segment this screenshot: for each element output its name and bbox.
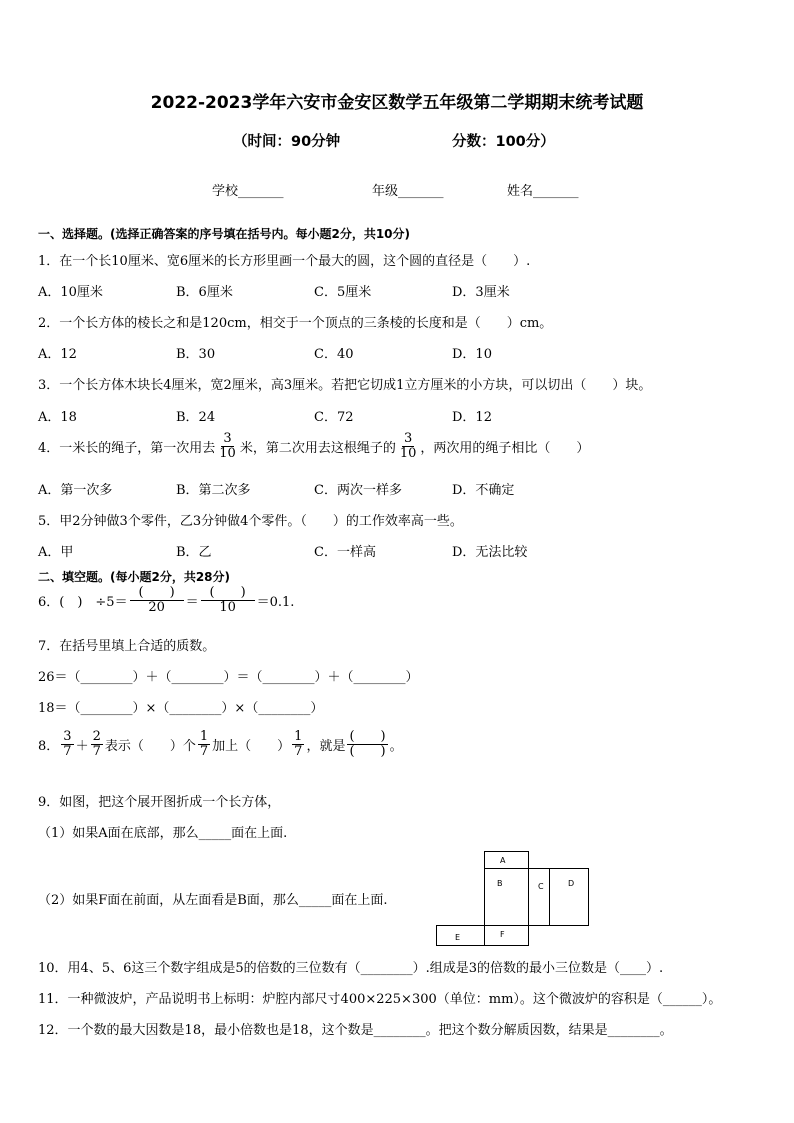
q4-stem — [38, 432, 589, 460]
q2-option-d: D．10 — [452, 347, 492, 362]
q5-stem: 5．甲2分钟做3个零件，乙3分钟做4个零件。（ ）的工作效率高一些。 — [38, 514, 463, 529]
net-face-e — [436, 925, 485, 946]
net-face-d — [549, 868, 589, 926]
denominator: 7 — [92, 743, 101, 759]
denominator: ( ) — [349, 743, 386, 759]
q6-stem — [38, 586, 294, 614]
q9-stem: 9．如图，把这个展开图折成一个长方体， — [38, 795, 281, 810]
denominator: 7 — [199, 743, 209, 759]
q4-text-2: 米，第二次用去这根绳子的 — [239, 440, 396, 456]
q8-fraction-4 — [292, 730, 304, 758]
denominator: 20 — [148, 599, 165, 615]
q8-text-4: 。 — [389, 738, 403, 754]
q8-text-2: 加上（ ） — [212, 738, 291, 754]
net-face-b — [484, 868, 529, 926]
q6-text-2: ＝0.1. — [256, 594, 295, 610]
face-label-d: D — [568, 879, 575, 888]
q8-text-0: 8． — [38, 738, 60, 754]
q7-line-1: 26＝（________）＋（________）＝（________）＋（________） — [38, 670, 419, 685]
denominator: 7 — [294, 743, 303, 759]
q11-stem: 11．一种微波炉，产品说明书上标明：炉腔内部尺寸400×225×300（单位：mm）。这个微波炉的容积是（______）。 — [38, 992, 722, 1007]
q6-fraction-2 — [201, 586, 255, 614]
numerator: 3 — [403, 431, 413, 446]
section2-header: 二、填空题。(每小题2分，共28分) — [38, 570, 231, 584]
numerator: ( ) — [201, 586, 255, 601]
denominator: 7 — [63, 743, 72, 759]
q9-sub-1: （1）如果A面在底部，那么_____面在上面. — [38, 826, 288, 841]
numerator: 3 — [223, 431, 232, 446]
q6-text-1: 6．( ) ÷5＝ — [38, 594, 128, 610]
q10-stem: 10．用4、5、6这三个数字组成是5的倍数的三位数有（________）.组成是3的倍数的最小三位数是（____）. — [38, 961, 664, 976]
q3-option-a: A．18 — [38, 410, 77, 425]
q5-option-b: B．乙 — [176, 545, 212, 560]
net-face-a — [484, 851, 529, 869]
q3-option-c: C．72 — [314, 410, 354, 425]
q5-option-c: C．一样高 — [314, 545, 376, 560]
q3-option-b: B．24 — [176, 410, 216, 425]
numerator: 1 — [294, 729, 303, 744]
q4-text-3: ，两次用的绳子相比（ ） — [420, 440, 590, 456]
numerator: ( ) — [349, 729, 386, 744]
q12-stem: 12．一个数的最大因数是18，最小倍数也是18，这个数是________。把这个数分解质因数，结果是________。 — [38, 1023, 673, 1038]
q2-option-c: C．40 — [314, 347, 354, 362]
face-label-a: A — [500, 856, 506, 865]
q1-option-a: A．10厘米 — [38, 285, 103, 300]
q6-equals: ＝ — [185, 594, 199, 610]
page-title: 2022-2023学年六安市金安区数学五年级第二学期期末统考试题 — [150, 93, 644, 113]
denominator: 10 — [219, 599, 236, 615]
q3-option-d: D．12 — [452, 410, 492, 425]
denominator: 10 — [399, 445, 417, 461]
score-info: 分数：100分） — [452, 134, 555, 150]
q8-fraction-1 — [61, 730, 73, 758]
q4-fraction-1 — [217, 432, 238, 460]
q8-fraction-5 — [347, 730, 387, 758]
denominator: 10 — [219, 445, 236, 461]
q1-option-b: B．6厘米 — [176, 285, 233, 300]
section1-header: 一、选择题。(选择正确答案的序号填在括号内。每小题2分，共10分) — [38, 227, 411, 241]
school-field: 学校_______ — [212, 184, 284, 199]
q8-text-3: ，就是 — [306, 738, 346, 754]
q1-option-c: C．5厘米 — [314, 285, 372, 300]
q4-text-1: 4．一米长的绳子，第一次用去 — [38, 440, 216, 456]
q8-fraction-3 — [198, 730, 210, 758]
q3-stem: 3．一个长方体木块长4厘米，宽2厘米，高3厘米。若把它切成1立方厘米的小方块，可以切出（ ）块。 — [38, 378, 652, 393]
grade-field: 年级_______ — [372, 184, 444, 199]
face-label-c: C — [538, 882, 544, 891]
q1-option-d: D．3厘米 — [452, 285, 510, 300]
q7-stem: 7．在括号里填上合适的质数。 — [38, 639, 216, 654]
numerator: 2 — [92, 729, 101, 744]
q9-sub-2: （2）如果F面在前面，从左面看是B面，那么_____面在上面. — [38, 893, 388, 908]
name-field: 姓名_______ — [507, 184, 579, 199]
numerator: 3 — [63, 729, 72, 744]
numerator: ( ) — [130, 586, 184, 601]
net-face-c — [528, 868, 550, 926]
q4-option-a: A．第一次多 — [38, 483, 113, 498]
q8-plus: ＋ — [75, 738, 89, 754]
time-info: （时间：90分钟 — [233, 134, 341, 150]
q2-option-b: B．30 — [176, 347, 216, 362]
q8-text-1: 表示（ ）个 — [104, 738, 196, 754]
face-label-b: B — [497, 879, 503, 888]
q8-stem — [38, 730, 403, 758]
face-label-f: F — [500, 930, 505, 939]
numerator: 1 — [199, 729, 209, 744]
q2-stem: 2．一个长方体的棱长之和是120cm，相交于一个顶点的三条棱的长度和是（ ）cm。 — [38, 316, 553, 331]
q7-line-2: 18＝（________）×（________）×（________） — [38, 701, 324, 716]
net-face-f — [484, 925, 529, 946]
q5-option-d: D．无法比较 — [452, 545, 528, 560]
q4-fraction-2 — [398, 432, 419, 460]
face-label-e: E — [455, 933, 461, 942]
q6-fraction-1 — [130, 586, 184, 614]
q5-option-a: A．甲 — [38, 545, 74, 560]
q1-stem: 1．在一个长10厘米、宽6厘米的长方形里画一个最大的圆，这个圆的直径是（ ）. — [38, 254, 531, 269]
q4-option-b: B．第二次多 — [176, 483, 251, 498]
q2-option-a: A．12 — [38, 347, 77, 362]
q4-option-c: C．两次一样多 — [314, 483, 402, 498]
q8-fraction-2 — [91, 730, 103, 758]
q4-option-d: D．不确定 — [452, 483, 515, 498]
